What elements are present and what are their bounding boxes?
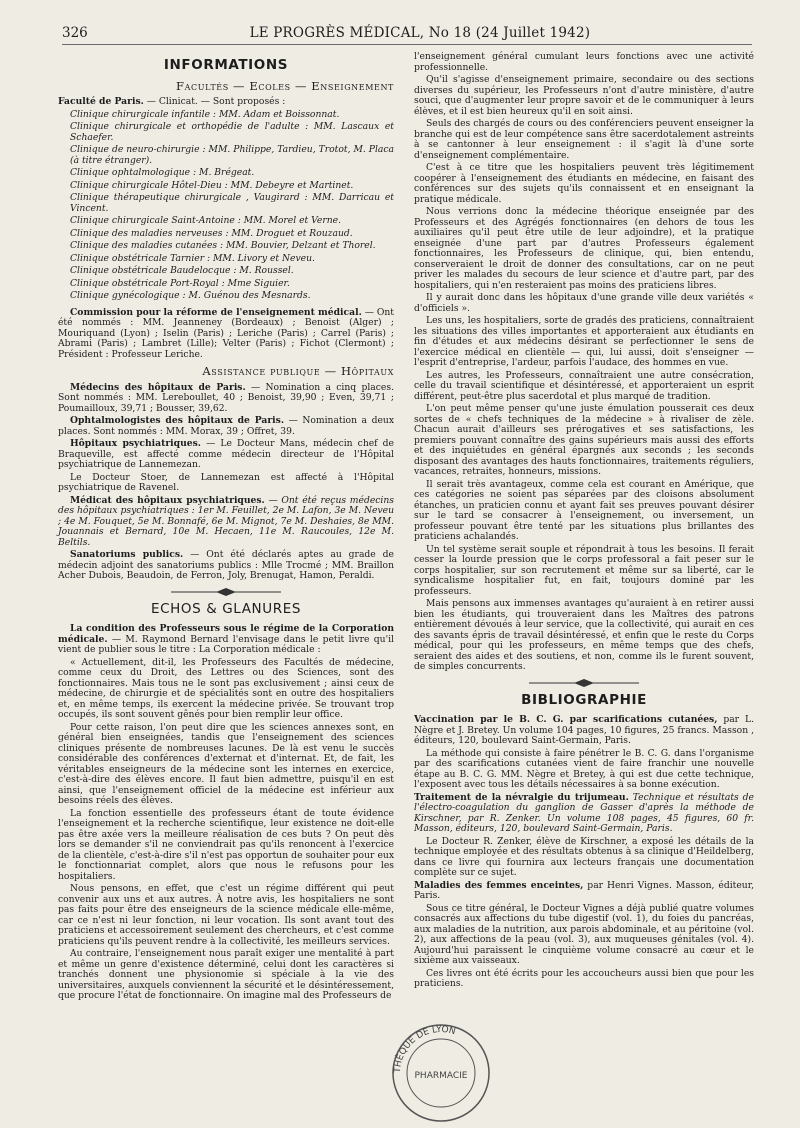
vaccin-para: La méthode qui consiste à faire pénétrer le B. C. G. dans l'organisme par des scarifications cutanées vient de faire franchir une nouvelle étape au B. C. G. MM. Nègre et Bretey, à qui est due cette technique, l'exposent avec tous les détails nécessaires à sa bonne exécution.: [414, 747, 754, 790]
paragraph: Mais pensons aux immenses avantages qu'auraient à en retirer aussi bien les étudiants, qui trouveraient dans les Maîtres des patrons entièrement dévoués à leur service, que la collectivité, qui aurait en ces des savants épris de travail désintéressé, et enfin que le reste du Corps médical, pour qui les professeurs, en même temps que des chefs, seraient des aides et des soutiens, et non, comme ils le furent souvent, de simples concurrents.: [414, 598, 754, 672]
facultes-heading: Facultés — Ecoles — Enseignement: [176, 78, 394, 93]
paragraph: L'on peut même penser qu'une juste émulation pousserait ces deux sortes de « chefs techniques de la médecine » à rivaliser de zèle. Chacun aurait d'ailleurs ses prérogatives et ses satisfactions, les premiers pouvant connaître des gains supérieurs mais aussi des efforts et des inquiétudes en général épargnés aux seconds ; les seconds disposant des avantages des hauts fonctionnaires, traitements réguliers, vacances, retraites, honneurs, missions.: [414, 403, 754, 477]
clinic-item: Clinique ophtalmologique : M. Brégeat.: [70, 167, 255, 178]
paragraph: l'enseignement général cumulant leurs fonctions avec une activité professionnelle.: [414, 51, 754, 73]
clinic-item: Clinique gynécologique : M. Guénou des Mesnards.: [70, 290, 311, 301]
clinic-item: Clinique obstétricale Tarnier : MM. Livory et Neveu.: [70, 252, 315, 264]
vaccin-text: par L. Nègre et J. Bretey. Un volume 104 pages, 10 figures, 25 francs. Masson , éditeurs, 120, boulevard Saint-Germain, Paris.: [414, 714, 754, 746]
clinic-item: Clinique chirurgicale Saint-Antoine : MM. Morel et Verne.: [70, 215, 342, 226]
commission-entry: [58, 308, 394, 361]
left-column: [58, 52, 394, 1004]
clinic-item: Clinique des maladies cutanées : MM. Bouvier, Delzant et Thorel.: [70, 240, 376, 251]
medecins-text: — Nomination a cinq places. Sont nommés : MM. Lereboullet, 40 ; Benoist, 39,90 ; Even, 39,71 ; Poumailloux, 39,71 ; Bousser, 39,62.: [58, 381, 394, 414]
medicat-text: — Ont été reçus médecins des hôpitaux psychiatriques : 1er M. Feuillet, 2e M. Lafon, 3e M. Neveu ; 4e M. Fouquet, 5e M. Bonnafé, 6e M. Mignot, 7e M. Deshaies, 8e MM. Jouannais et Bernard, 10e M. Hecaen, 11e M. Raucoules, 12e M. Beltils.: [58, 494, 394, 548]
assistance-heading: Assistance publique — Hôpitaux: [202, 364, 394, 378]
paragraph: « Actuellement, dit-il, les Professeurs des Facultés de médecine, comme ceux du Droit, des Lettres ou des Sciences, sont des fonctionnaires. Mais tous ne le sont pas exclusivement ; ainsi ceux de médecine, de chirurgie et de spécialités sont en outre des hospitaliers et, en même temps, ils exercent la médecine privée. Se trouvant trop occupés, ils sont souvent gênés pour bien remplir leur office.: [58, 656, 394, 720]
medicat-entry: [58, 496, 394, 549]
psy-text-2: Le Docteur Stoer, de Lannemezan est affecté à l'Hôpital psychiatrique de Ravenel.: [58, 471, 394, 493]
condition-text: — M. Raymond Bernard l'envisage dans le petit livre qu'il vient de publier sous le titre : La Corporation médicale :: [58, 633, 394, 655]
vaccin-entry: [414, 715, 754, 747]
maladies-text: par Henri Vignes. Masson, éditeur, Paris.: [414, 879, 755, 901]
ornament-divider: [58, 588, 394, 596]
paragraph: Il y aurait donc dans les hôpitaux d'une grande ville deux variétés « d'officiels ».: [414, 292, 754, 314]
paragraph: Un tel système serait souple et répondrait à tous les besoins. Il ferait cesser la lourde pression que le corps professoral a fait peser sur le corps hospitalier, sur son recrutement et même sur sa liberté, car le syndicalisme hospitalier fut, en fait, toujours dominé par les professeurs.: [414, 543, 754, 597]
condition-entry: [58, 624, 394, 656]
psy-entry: [58, 439, 394, 471]
svg-text:THÈQUE DE LYON: [393, 1025, 457, 1074]
bibliographie-heading: BIBLIOGRAPHIE: [521, 691, 647, 708]
maladies-lead: Maladies des femmes enceintes,: [414, 879, 584, 891]
clinic-item: Clinique chirurgicale Hôtel-Dieu : MM. Debeyre et Martinet.: [70, 179, 354, 191]
paragraph: Pour cette raison, l'on peut dire que les sciences annexes sont, en général bien enseignées, tandis que l'enseignement des sciences cliniques présente de nombreuses lacunes. De là est venu le succès considérable des conférences d'externat et d'internat. Et, de fait, les véritables enseigneurs de la médecine sont les internes en exercice, c'est-à-dire des élèves encore. Il faut bien admettre, puisqu'il en est ainsi, que l'enseignement officiel de la médecine est inférieur aux besoins réels des élèves.: [58, 721, 394, 806]
right-column: [414, 52, 754, 992]
ophtal-lead: Ophtalmologistes des hôpitaux de Paris.: [70, 415, 285, 426]
vaccin-lead: Vaccination par le B. C. G. par scarifications cutanées,: [414, 714, 718, 725]
clinic-item: Clinique chirurgicale infantile : MM. Adam et Boissonnat.: [70, 108, 340, 120]
paragraph: Seuls des chargés de cours ou des conférenciers peuvent enseigner la branche qui est de leur compétence sans être sacerdotalement astreints à se cantonner à leur enseignement : il s'agit là d'une sorte d'enseignement complémentaire.: [414, 118, 754, 161]
medecins-lead: Médecins des hôpitaux de Paris.: [70, 381, 246, 393]
faculte-paris-lead: Faculté de Paris.: [58, 96, 144, 107]
paragraph: La fonction essentielle des professeurs étant de toute évidence l'enseignement et la recherche scientifique, leur existence ne doit-elle pas être axée vers la meilleure réalisation de ces buts ? On peut dès lors se demander s'il ne conviendrait pas qu'ils renoncent à l'exercice de la clientèle, c'est-à-dire s'il n'est pas opportun de souhaiter pour eux le fonctionnariat complet, alors que nous le refusons pour les hospitaliers.: [58, 807, 394, 882]
traitement-entry: [414, 793, 754, 835]
page-number: 326: [62, 25, 88, 41]
paragraph: Les autres, les Professeurs, connaîtraient une autre consécration, celle du travail scientifique et désintéressé, et apporteraient un esprit différent, peut-être plus sacerdotal et plus marqué de tradition.: [414, 369, 754, 402]
paragraph: Il serait très avantageux, comme cela est courant en Amérique, que ces catégories ne soient pas séparées par des cloisons absolument étanches, un praticien connu et ayant fait ses preuves pouvant désirer sur le tard se consacrer à l'enseignement, ou inversement, un professeur pouvant être tenté par les situations plus brillantes des praticiens achalandés.: [414, 478, 754, 542]
maladies-para-2: Ces livres ont été écrits pour les accoucheurs aussi bien que pour les praticiens.: [414, 967, 754, 989]
paragraph: Les uns, les hospitaliers, sorte de gradés des praticiens, connaîtraient les situations des villes importantes et apporteraient aux étudiants en fin d'études et aux médecins désirant se perfectionner le sens de l'exercice médical en clientèle — qui, lui aussi, doit s'enseigner — l'esprit d'entreprise, l'ardeur, parfois l'audace, des hommes en vue.: [414, 315, 754, 368]
sana-text: — Ont été déclarés aptes au grade de médecin adjoint des sanatoriums publics : Mlle Trocmé ; MM. Braillon Acher Dubois, Beaudoin, de Ferron, Joly, Brenugat, Hamon, Peraldi.: [58, 549, 394, 581]
library-stamp: [386, 1018, 496, 1128]
condition-lead: La condition des Professeurs sous le régime de la Corporation médicale.: [58, 623, 394, 645]
stamp-text: THÈQUE DE LYON: [392, 1024, 457, 1074]
clinic-item: Clinique obstétricale Port-Royal : Mme Siguier.: [70, 277, 290, 289]
commission-lead: Commission pour la réforme de l'enseignement médical.: [70, 306, 362, 318]
journal-title: LE PROGRÈS MÉDICAL, No 18 (24 Juillet 1942): [249, 25, 591, 41]
clinic-item: Clinique des maladies nerveuses : MM. Droguet et Rouzaud.: [70, 227, 353, 239]
maladies-para: Sous ce titre général, le Docteur Vignes a déjà publié quatre volumes consacrés aux affections du tube digestif (vol. 1), du foies du pancréas, aux maladies de la nutrition, aux parois abdominale, et au péritoine (vol. 2), aux affections de la peau (vol. 3), aux muqueuses génitales (vol. 4). Aujourd'hui paraissent le cinquième volume consacré au cœur et le sixième aux vaisseaux.: [414, 902, 754, 966]
clinic-item: Clinique thérapeutique chirurgicale , Vaugirard : MM. Darricau et Vincent.: [70, 192, 394, 214]
ornament-divider: [414, 679, 754, 687]
sana-lead: Sanatoriums publics.: [70, 549, 184, 560]
faculte-paris-entry: [58, 97, 394, 108]
psy-lead: Hôpitaux psychiatriques.: [70, 438, 201, 449]
clinic-item: Clinique de neuro-chirurgie : MM. Philippe, Tardieu, Trotot, M. Placa (à titre étranger).: [70, 144, 394, 166]
sana-entry: [58, 550, 394, 582]
medecins-entry: [58, 383, 394, 415]
page-header: [62, 22, 752, 45]
paragraph: Au contraire, l'enseignement nous paraît exiger une mentalité à part et même un genre d'existence déterminé, celui dont les caractères si tranchés donnent une physionomie si spéciale à la vie des universitaires, auxquels conviennent la sécurité et le désintéressement, que procure l'état de fonctionnaire. On imagine mal des Professeurs de: [58, 948, 394, 1001]
medicat-lead: Médicat des hôpitaux psychiatriques.: [70, 494, 265, 506]
ophtal-text: — Nomination a deux places. Sont nommés : MM. Morax, 39 ; Offret, 39.: [58, 415, 394, 437]
paragraph: Nous verrions donc la médecine théorique enseignée par des Professeurs et des Agrégés fonctionnaires (en dehors de tous les auxiliaires qu'il peut être utile de leur adjoindre), et la pratique enseignée d'une part par d'autres Professeurs également fonctionnaires, les Professeurs de clinique, qui, bien entendu, conserveraient le droit de donner des consultations, car on ne peut priver les malades du secours de leur science et d'autre part, par des hospitaliers, qui n'en resteraient pas moins des praticiens libres.: [414, 206, 754, 291]
stamp-text-2: PHARMACIE: [414, 1071, 468, 1081]
ophtal-entry: [58, 416, 394, 437]
informations-heading: INFORMATIONS: [163, 57, 289, 73]
traitement-para: Le Docteur R. Zenker, élève de Kirschner, a exposé les détails de la technique employée et des résultats obtenus à sa clinique d'Heildelberg, dans ce livre qui fournira aux lecteurs français une documentation complète sur ce sujet.: [414, 835, 754, 878]
paragraph: Qu'il s'agisse d'enseignement primaire, secondaire ou des sections diverses du supérieur, les Professeurs n'ont d'autre ministère, d'autre souci, que d'augmenter leur propre savoir et de le communiquer à leurs élèves, et il est bien heureux qu'il en soit ainsi.: [414, 74, 754, 117]
paragraph: Nous pensons, en effet, que c'est un régime différent qui peut convenir aux uns et aux autres. À notre avis, les hospitaliers ne sont pas faits pour être des enseigneurs de la science médicale elle-même, car ce n'est ni leur fonction, ni leur vocation. Ils sont avant tout des praticiens et accessoirement seulement des chercheurs, et c'est comme praticiens qu'ils peuvent rendre à la collectivité, les meilleurs services.: [58, 883, 394, 947]
echos-heading: ECHOS & GLANURES: [151, 600, 301, 617]
clinic-item: Clinique obstétricale Baudelocque : M. Roussel.: [70, 265, 294, 276]
traitement-text: Technique et résultats de l'électro-coagulation du ganglion de Gasser d'après la méthode de Kirschner, par R. Zenker. Un volume 108 pages, 45 figures, 60 fr. Masson, éditeurs, 120, boulevard Saint-Germain, Paris.: [414, 791, 754, 834]
traitement-lead: Traitement de la névralgie du trijumeau.: [414, 791, 629, 803]
maladies-entry: [414, 881, 754, 902]
commission-text: — Ont été nommés : MM. Jeanneney (Bordeaux) ; Benoist (Alger) ; Mouriquand (Lyon) ; Iselin (Paris) ; Leriche (Paris) ; Carrel (Paris) ; Abrami (Paris) ; Lambret (Lille); Velter (Paris) ; Fichot (Clermont) ; Président : Professeur Leriche.: [58, 306, 394, 360]
faculte-paris-text: — Clinicat. — Sont proposés :: [143, 96, 286, 107]
paragraph: C'est à ce titre que les hospitaliers peuvent très légitimement coopérer à l'enseignement des étudiants en médecine, en faisant des conférences sur des sujets qu'ils connaissent et en enseignant la pratique médicale.: [414, 162, 754, 205]
psy-text: — Le Docteur Mans, médecin chef de Braqueville, est affecté comme médecin directeur de l'Hôpital psychiatrique de Lannemezan.: [58, 438, 394, 470]
clinic-item: Clinique chirurgicale et orthopédie de l'adulte : MM. Lascaux et Schaefer.: [70, 121, 394, 143]
